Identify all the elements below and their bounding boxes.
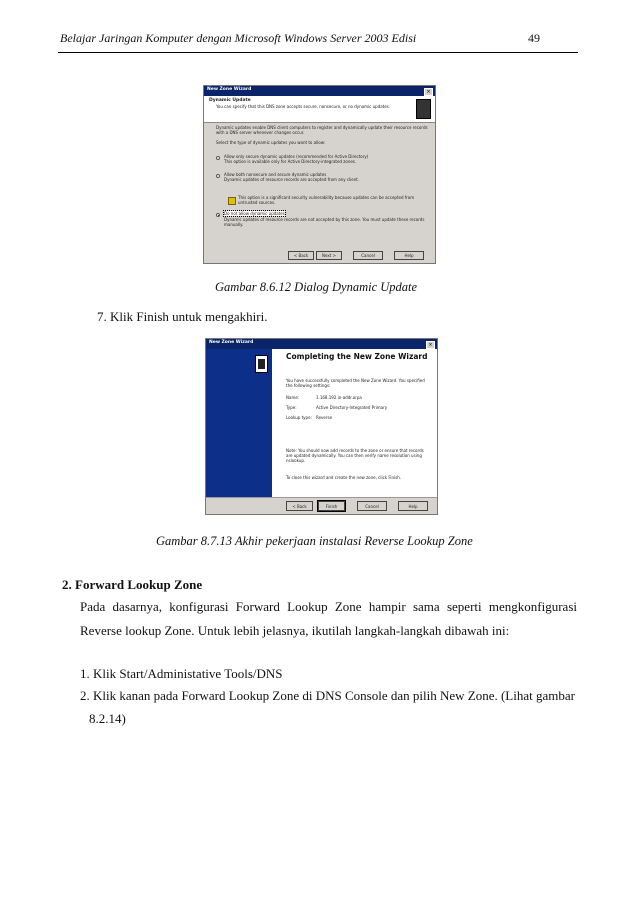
name-value: 1.168.192.in-addr.arpa xyxy=(316,395,362,400)
finish-button[interactable]: Finish xyxy=(318,501,345,511)
header-title: Belajar Jaringan Komputer dengan Microsoft Windows Server 2003 Edisi xyxy=(60,31,417,45)
button-separator xyxy=(206,497,437,498)
title-bar xyxy=(206,339,437,349)
completing-wizard-dialog xyxy=(205,338,438,515)
radio-nonsecure-and-secure[interactable] xyxy=(216,174,220,178)
window-title: New Zone Wizard xyxy=(207,87,252,92)
cancel-button[interactable]: Cancel xyxy=(357,501,387,511)
option3-desc: Dynamic updates of resource records are not accepted by this zone. You must update these records manually. xyxy=(224,217,425,227)
step-1-text: 1. Klik Start/Administative Tools/DNS xyxy=(80,666,283,681)
step-2-line-1: 2. Klik kanan pada Forward Lookup Zone di DNS Console dan pilih New Zone. (Lihat gambar xyxy=(80,688,575,703)
wizard-heading: Completing the New Zone Wizard xyxy=(286,352,428,361)
radio-secure-only[interactable] xyxy=(216,156,220,160)
cancel-button[interactable]: Cancel xyxy=(353,251,383,260)
option2-desc: Dynamic updates of resource records are accepted from any client. xyxy=(224,177,360,182)
step-7-text: 7. Klik Finish untuk mengakhiri. xyxy=(97,309,268,324)
back-button[interactable]: < Back xyxy=(286,501,313,511)
wizard-content xyxy=(272,349,437,497)
close-instruction: To close this wizard and create the new zone, click Finish. xyxy=(286,475,402,480)
page-number: 49 xyxy=(528,31,540,45)
warning-icon xyxy=(228,197,236,205)
dialog-heading: Dynamic Update xyxy=(209,98,251,103)
close-icon[interactable]: × xyxy=(424,88,433,96)
running-header xyxy=(60,31,578,49)
dynamic-update-dialog xyxy=(203,85,436,264)
step-2-line-2: 8.2.14) xyxy=(89,711,126,726)
name-key: Name: xyxy=(286,395,300,400)
header-rule xyxy=(58,52,578,53)
wizard-book-icon xyxy=(416,99,431,119)
option1-label: Allow only secure dynamic updates (recommended for Active Directory) xyxy=(224,154,369,159)
option2-label: Allow both nonsecure and secure dynamic updates xyxy=(224,172,327,177)
help-button[interactable]: Help xyxy=(398,501,428,511)
dialog-subheading: You can specify that this DNS zone accepts secure, nonsecure, or no dynamic updates. xyxy=(216,104,391,109)
paragraph-line-2: Reverse lookup Zone. Untuk lebih jelasnya, ikutilah langkah-langkah dibawah ini: xyxy=(80,623,510,638)
close-icon[interactable]: × xyxy=(426,341,435,349)
lookup-value: Reverse xyxy=(316,415,333,420)
next-button[interactable]: Next > xyxy=(316,251,342,260)
option1-desc: This option is available only for Active Directory-integrated zones. xyxy=(224,159,357,164)
wizard-book-icon xyxy=(255,355,268,373)
paragraph-line-1: Pada dasarnya, konfigurasi Forward Lookup Zone hampir sama seperti mengkonfigurasi xyxy=(80,599,577,614)
option2-warning: This option is a significant security vulnerability because updates can be accepted from untrusted sources. xyxy=(238,195,415,205)
help-button[interactable]: Help xyxy=(394,251,424,260)
lookup-key: Lookup type: xyxy=(286,415,312,420)
title-bar xyxy=(204,86,435,96)
intro-text: Dynamic updates enable DNS client computers to register and dynamically update their resource records with a DNS server whenever changes occur. xyxy=(216,125,428,135)
wizard-side-panel xyxy=(206,349,272,497)
note-text: Note: You should now add records to the zone or ensure that records are updated dynamically. You can then verify name resolution using nslookup. xyxy=(286,448,424,463)
figure-caption-1: Gambar 8.6.12 Dialog Dynamic Update xyxy=(215,280,418,294)
section-heading: 2. Forward Lookup Zone xyxy=(62,577,203,592)
radio-no-dynamic-updates[interactable] xyxy=(216,213,220,217)
type-value: Active Directory-Integrated Primary xyxy=(316,405,388,410)
summary-intro: You have successfully completed the New Zone Wizard. You specified the following settings: xyxy=(286,378,425,388)
option3-label: Do not allow dynamic updates xyxy=(224,211,285,216)
window-title: New Zone Wizard xyxy=(209,340,254,345)
type-key: Type: xyxy=(286,405,297,410)
prompt-text: Select the type of dynamic updates you want to allow: xyxy=(216,140,326,145)
figure-caption-2: Gambar 8.7.13 Akhir pekerjaan instalasi Reverse Lookup Zone xyxy=(156,534,473,548)
wizard-header xyxy=(204,96,435,123)
back-button[interactable]: < Back xyxy=(288,251,314,260)
